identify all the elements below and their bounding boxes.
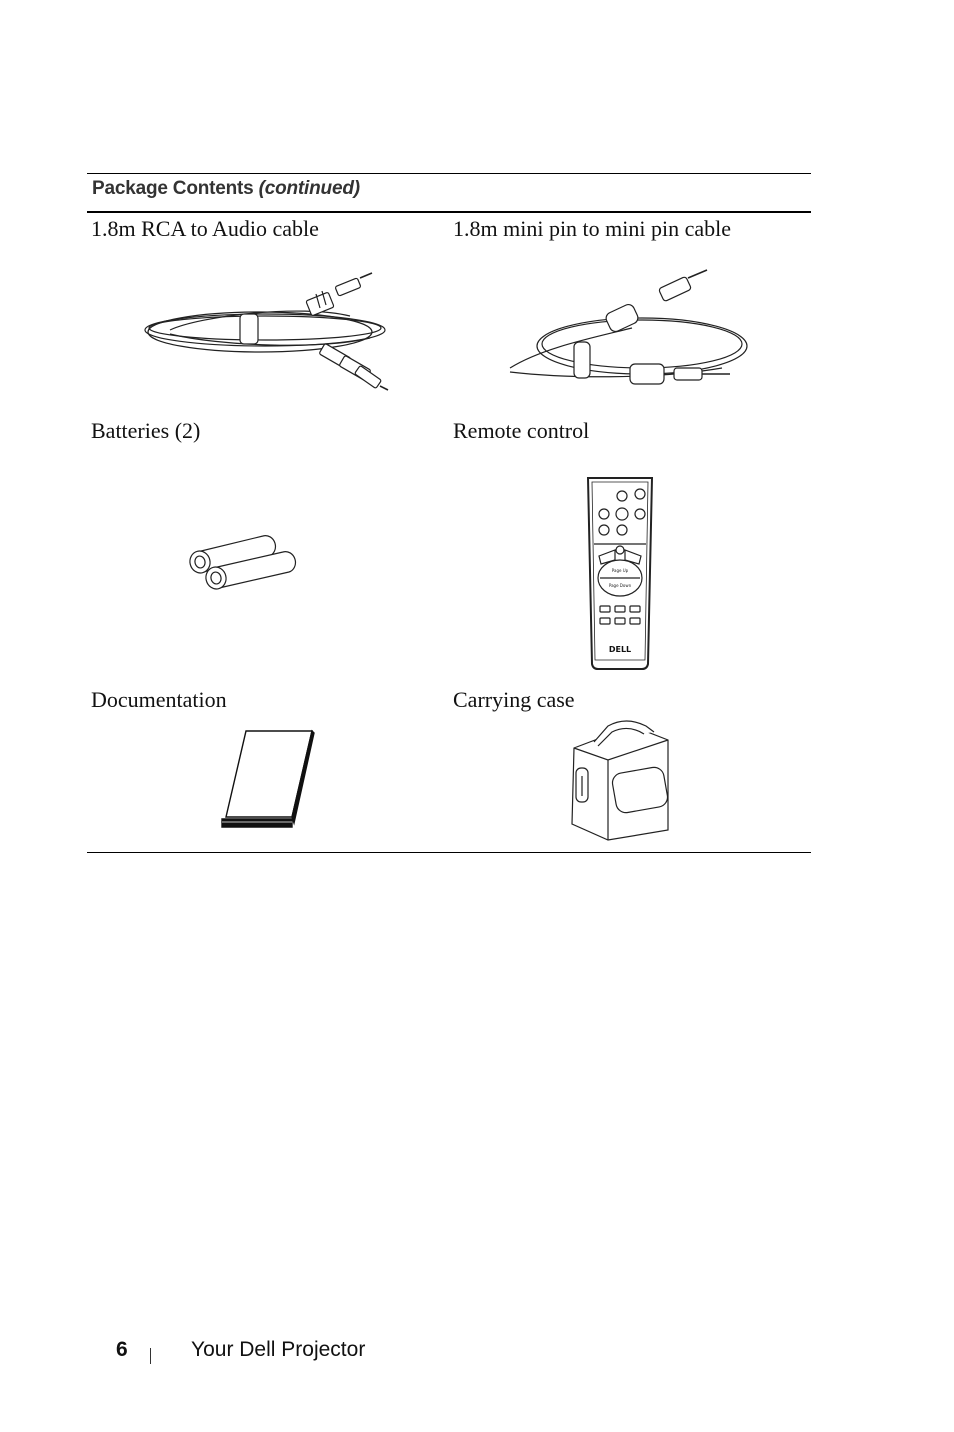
mini-pin-cable-icon [502,268,752,398]
table-title [92,178,360,200]
table-top-rule [87,173,811,174]
rca-audio-cable-icon [140,268,400,398]
item-label-mini-pin-cable: 1.8m mini pin to mini pin cable [453,216,732,241]
footer-separator [150,1348,151,1364]
documentation-icon [220,727,318,833]
remote-page-up-label: Page Up [611,568,629,573]
table-title-suffix: (continued) [258,178,360,199]
item-label-documentation: Documentation [91,687,227,712]
remote-control-icon [585,474,655,672]
table-header-rule [87,211,811,213]
item-label-remote: Remote control [453,418,590,443]
batteries-icon [185,530,297,594]
footer-section-title: Your Dell Projector [191,1338,366,1361]
item-label-rca-cable: 1.8m RCA to Audio cable [91,216,319,241]
table-title-text: Package Contents [92,178,254,199]
item-label-batteries: Batteries (2) [91,418,201,443]
carrying-case-icon [568,712,672,844]
remote-brand-logo: DELL [608,645,632,654]
page-number: 6 [116,1338,128,1361]
remote-page-down-label: Page Down [608,583,632,588]
item-label-carrying-case: Carrying case [453,687,575,712]
table-bottom-rule [87,852,811,853]
